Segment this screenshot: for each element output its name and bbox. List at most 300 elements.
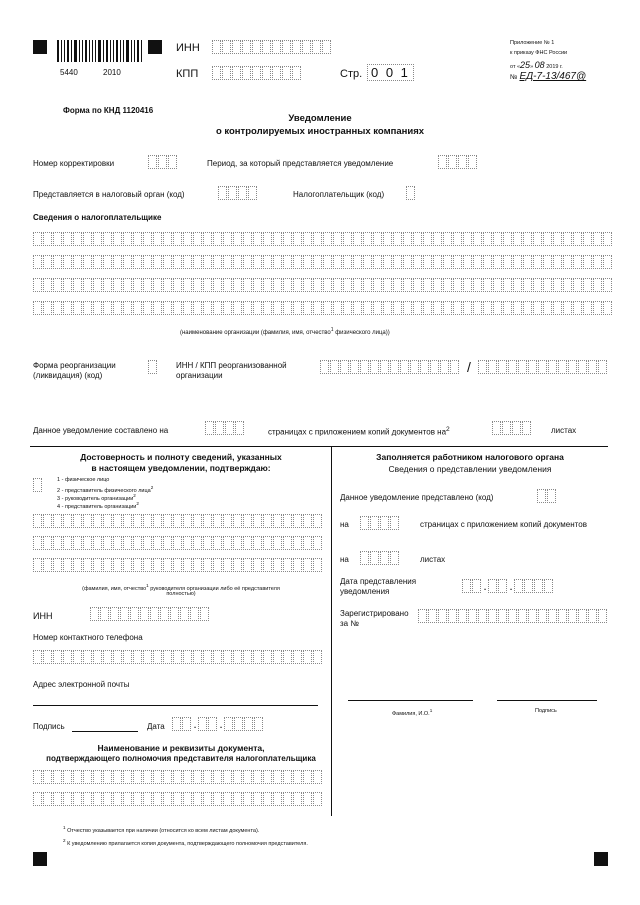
entry-cell[interactable] xyxy=(183,536,192,550)
entry-cell[interactable] xyxy=(403,301,412,315)
entry-cell[interactable] xyxy=(303,792,312,806)
entry-cell[interactable] xyxy=(83,255,92,269)
entry-cell[interactable] xyxy=(168,155,177,169)
entry-cell[interactable] xyxy=(153,792,162,806)
pages-cells[interactable] xyxy=(205,421,245,435)
entry-cell[interactable] xyxy=(350,360,359,374)
entry-cell[interactable] xyxy=(503,278,512,292)
entry-cell[interactable] xyxy=(123,255,132,269)
entry-cell[interactable] xyxy=(143,770,152,784)
entry-cell[interactable] xyxy=(433,278,442,292)
entry-cell[interactable] xyxy=(303,301,312,315)
entry-cell[interactable] xyxy=(203,301,212,315)
entry-cell[interactable] xyxy=(543,278,552,292)
entry-cell[interactable] xyxy=(423,232,432,246)
entry-cell[interactable] xyxy=(213,792,222,806)
entry-cell[interactable] xyxy=(413,301,422,315)
entry-cell[interactable] xyxy=(173,792,182,806)
entry-cell[interactable] xyxy=(313,536,322,550)
entry-cell[interactable] xyxy=(63,558,72,572)
entry-cell[interactable] xyxy=(303,536,312,550)
entry-cell[interactable] xyxy=(243,255,252,269)
entry-cell[interactable] xyxy=(233,514,242,528)
entry-cell[interactable] xyxy=(43,770,52,784)
entry-cell[interactable] xyxy=(253,792,262,806)
entry-cell[interactable] xyxy=(183,792,192,806)
entry-cell[interactable] xyxy=(283,792,292,806)
entry-cell[interactable] xyxy=(223,536,232,550)
entry-cell[interactable] xyxy=(393,301,402,315)
entry-cell[interactable] xyxy=(93,558,102,572)
entry-cell[interactable] xyxy=(283,255,292,269)
org-name-row-3[interactable] xyxy=(33,278,613,292)
entry-cell[interactable] xyxy=(313,232,322,246)
entry-cell[interactable] xyxy=(83,278,92,292)
entry-cell[interactable] xyxy=(120,607,129,621)
entry-cell[interactable] xyxy=(303,650,312,664)
entry-cell[interactable] xyxy=(222,66,231,80)
right-signature-line[interactable] xyxy=(497,700,597,701)
entry-cell[interactable] xyxy=(553,255,562,269)
entry-cell[interactable] xyxy=(143,255,152,269)
entry-cell[interactable] xyxy=(180,607,189,621)
entry-cell[interactable] xyxy=(272,66,281,80)
entry-cell[interactable] xyxy=(603,278,612,292)
entry-cell[interactable] xyxy=(313,301,322,315)
entry-cell[interactable] xyxy=(193,558,202,572)
signer-name-row-3[interactable] xyxy=(33,558,323,572)
entry-cell[interactable] xyxy=(73,650,82,664)
entry-cell[interactable] xyxy=(383,232,392,246)
entry-cell[interactable] xyxy=(243,650,252,664)
entry-cell[interactable] xyxy=(225,421,234,435)
entry-cell[interactable] xyxy=(553,232,562,246)
entry-cell[interactable] xyxy=(93,770,102,784)
entry-cell[interactable] xyxy=(578,609,587,623)
entry-cell[interactable] xyxy=(228,186,237,200)
entry-cell[interactable] xyxy=(253,301,262,315)
entry-cell[interactable] xyxy=(390,551,399,565)
entry-cell[interactable] xyxy=(513,232,522,246)
entry-cell[interactable] xyxy=(183,278,192,292)
entry-cell[interactable] xyxy=(73,301,82,315)
entry-cell[interactable] xyxy=(423,278,432,292)
entry-cell[interactable] xyxy=(313,650,322,664)
entry-cell[interactable] xyxy=(423,255,432,269)
entry-cell[interactable] xyxy=(103,558,112,572)
email-line[interactable] xyxy=(33,705,318,706)
entry-cell[interactable] xyxy=(43,650,52,664)
entry-cell[interactable] xyxy=(83,301,92,315)
entry-cell[interactable] xyxy=(483,301,492,315)
entry-cell[interactable] xyxy=(406,186,415,200)
entry-cell[interactable] xyxy=(243,232,252,246)
entry-cell[interactable] xyxy=(263,792,272,806)
entry-cell[interactable] xyxy=(573,255,582,269)
entry-cell[interactable] xyxy=(333,301,342,315)
entry-cell[interactable] xyxy=(390,516,399,530)
reorg-cells[interactable] xyxy=(148,360,158,374)
entry-cell[interactable] xyxy=(203,255,212,269)
entry-cell[interactable] xyxy=(143,650,152,664)
entry-cell[interactable] xyxy=(292,40,301,54)
entry-cell[interactable] xyxy=(313,558,322,572)
entry-cell[interactable] xyxy=(583,301,592,315)
entry-cell[interactable] xyxy=(293,301,302,315)
entry-cell[interactable] xyxy=(588,609,597,623)
entry-cell[interactable] xyxy=(233,792,242,806)
entry-cell[interactable] xyxy=(423,301,432,315)
entry-cell[interactable] xyxy=(523,301,532,315)
entry-cell[interactable] xyxy=(483,255,492,269)
entry-cell[interactable] xyxy=(183,301,192,315)
entry-cell[interactable] xyxy=(303,514,312,528)
entry-cell[interactable] xyxy=(33,558,42,572)
entry-cell[interactable] xyxy=(493,255,502,269)
entry-cell[interactable] xyxy=(215,421,224,435)
entry-cell[interactable] xyxy=(508,609,517,623)
entry-cell[interactable] xyxy=(548,360,557,374)
entry-cell[interactable] xyxy=(233,770,242,784)
entry-cell[interactable] xyxy=(598,360,607,374)
entry-cell[interactable] xyxy=(343,301,352,315)
entry-cell[interactable] xyxy=(373,278,382,292)
entry-cell[interactable] xyxy=(93,514,102,528)
entry-cell[interactable] xyxy=(563,278,572,292)
entry-cell[interactable] xyxy=(163,255,172,269)
entry-cell[interactable] xyxy=(253,278,262,292)
entry-cell[interactable] xyxy=(273,536,282,550)
entry-cell[interactable] xyxy=(370,360,379,374)
entry-cell[interactable] xyxy=(133,650,142,664)
signer-inn-cells[interactable] xyxy=(90,607,210,621)
entry-cell[interactable] xyxy=(498,360,507,374)
entry-cell[interactable] xyxy=(373,255,382,269)
entry-cell[interactable] xyxy=(53,255,62,269)
entry-cell[interactable] xyxy=(537,489,546,503)
entry-cell[interactable] xyxy=(533,278,542,292)
entry-cell[interactable] xyxy=(193,255,202,269)
entry-cell[interactable] xyxy=(63,301,72,315)
entry-cell[interactable] xyxy=(453,232,462,246)
entry-cell[interactable] xyxy=(123,558,132,572)
entry-cell[interactable] xyxy=(518,360,527,374)
entry-cell[interactable] xyxy=(143,232,152,246)
entry-cell[interactable] xyxy=(193,278,202,292)
entry-cell[interactable] xyxy=(283,558,292,572)
entry-cell[interactable] xyxy=(353,301,362,315)
entry-cell[interactable] xyxy=(393,232,402,246)
entry-cell[interactable] xyxy=(583,255,592,269)
entry-cell[interactable] xyxy=(153,255,162,269)
entry-cell[interactable] xyxy=(273,301,282,315)
entry-cell[interactable] xyxy=(223,301,232,315)
entry-cell[interactable] xyxy=(43,514,52,528)
entry-cell[interactable] xyxy=(410,360,419,374)
entry-cell[interactable] xyxy=(303,770,312,784)
entry-cell[interactable] xyxy=(238,186,247,200)
sign-date-cells[interactable]: . . xyxy=(172,717,264,731)
entry-cell[interactable] xyxy=(173,558,182,572)
entry-cell[interactable] xyxy=(143,514,152,528)
entry-cell[interactable] xyxy=(113,650,122,664)
entry-cell[interactable] xyxy=(312,40,321,54)
entry-cell[interactable] xyxy=(323,301,332,315)
entry-cell[interactable] xyxy=(503,232,512,246)
entry-cell[interactable] xyxy=(232,40,241,54)
entry-cell[interactable] xyxy=(330,360,339,374)
entry-cell[interactable] xyxy=(563,301,572,315)
entry-cell[interactable] xyxy=(53,301,62,315)
entry-cell[interactable] xyxy=(203,792,212,806)
entry-cell[interactable] xyxy=(320,360,329,374)
entry-cell[interactable] xyxy=(313,255,322,269)
entry-cell[interactable] xyxy=(478,360,487,374)
entry-cell[interactable] xyxy=(488,609,497,623)
entry-cell[interactable] xyxy=(523,232,532,246)
entry-cell[interactable] xyxy=(173,650,182,664)
entry-cell[interactable] xyxy=(43,232,52,246)
entry-cell[interactable] xyxy=(603,232,612,246)
entry-cell[interactable] xyxy=(390,360,399,374)
entry-cell[interactable] xyxy=(413,232,422,246)
entry-cell[interactable] xyxy=(443,232,452,246)
entry-cell[interactable] xyxy=(73,255,82,269)
entry-cell[interactable] xyxy=(53,558,62,572)
entry-cell[interactable] xyxy=(463,301,472,315)
entry-cell[interactable] xyxy=(103,255,112,269)
entry-cell[interactable] xyxy=(292,66,301,80)
entry-cell[interactable] xyxy=(123,650,132,664)
presented-cells[interactable] xyxy=(537,489,557,503)
entry-cell[interactable] xyxy=(343,232,352,246)
entry-cell[interactable] xyxy=(263,650,272,664)
entry-cell[interactable] xyxy=(603,255,612,269)
entry-cell[interactable] xyxy=(160,607,169,621)
entry-cell[interactable] xyxy=(33,770,42,784)
entry-cell[interactable] xyxy=(443,278,452,292)
entry-cell[interactable] xyxy=(303,232,312,246)
entry-cell[interactable] xyxy=(213,558,222,572)
entry-cell[interactable] xyxy=(133,278,142,292)
entry-cell[interactable] xyxy=(193,650,202,664)
entry-cell[interactable] xyxy=(360,360,369,374)
entry-cell[interactable] xyxy=(63,255,72,269)
entry-cell[interactable] xyxy=(262,66,271,80)
entry-cell[interactable] xyxy=(83,650,92,664)
entry-cell[interactable] xyxy=(73,770,82,784)
entry-cell[interactable] xyxy=(73,514,82,528)
entry-cell[interactable] xyxy=(418,609,427,623)
entry-cell[interactable] xyxy=(163,770,172,784)
entry-cell[interactable] xyxy=(593,278,602,292)
entry-cell[interactable] xyxy=(438,609,447,623)
entry-cell[interactable] xyxy=(63,232,72,246)
entry-cell[interactable] xyxy=(503,301,512,315)
entry-cell[interactable] xyxy=(223,514,232,528)
entry-cell[interactable] xyxy=(203,536,212,550)
entry-cell[interactable] xyxy=(193,792,202,806)
entry-cell[interactable] xyxy=(173,770,182,784)
entry-cell[interactable] xyxy=(193,301,202,315)
entry-cell[interactable] xyxy=(73,278,82,292)
entry-cell[interactable] xyxy=(232,66,241,80)
entry-cell[interactable] xyxy=(282,40,291,54)
entry-cell[interactable] xyxy=(400,360,409,374)
entry-cell[interactable] xyxy=(493,301,502,315)
entry-cell[interactable] xyxy=(498,609,507,623)
entry-cell[interactable] xyxy=(233,301,242,315)
entry-cell[interactable] xyxy=(293,536,302,550)
entry-cell[interactable] xyxy=(483,232,492,246)
entry-cell[interactable] xyxy=(163,536,172,550)
entry-cell[interactable] xyxy=(33,255,42,269)
entry-cell[interactable] xyxy=(448,155,457,169)
entry-cell[interactable] xyxy=(370,551,379,565)
entry-cell[interactable] xyxy=(363,278,372,292)
entry-cell[interactable] xyxy=(433,232,442,246)
entry-cell[interactable] xyxy=(113,514,122,528)
entry-cell[interactable] xyxy=(558,360,567,374)
entry-cell[interactable] xyxy=(433,301,442,315)
entry-cell[interactable] xyxy=(103,232,112,246)
entry-cell[interactable] xyxy=(163,514,172,528)
signer-name-row-1[interactable] xyxy=(33,514,323,528)
entry-cell[interactable] xyxy=(153,536,162,550)
entry-cell[interactable] xyxy=(263,514,272,528)
entry-cell[interactable] xyxy=(383,301,392,315)
entry-cell[interactable] xyxy=(53,792,62,806)
entry-cell[interactable] xyxy=(143,536,152,550)
entry-cell[interactable] xyxy=(253,650,262,664)
entry-cell[interactable] xyxy=(53,278,62,292)
entry-cell[interactable] xyxy=(113,792,122,806)
entry-cell[interactable] xyxy=(143,558,152,572)
entry-cell[interactable] xyxy=(103,650,112,664)
entry-cell[interactable] xyxy=(263,536,272,550)
entry-cell[interactable] xyxy=(63,536,72,550)
entry-cell[interactable] xyxy=(273,232,282,246)
entry-cell[interactable] xyxy=(360,551,369,565)
kpp-cells[interactable] xyxy=(212,66,302,80)
entry-cell[interactable] xyxy=(453,278,462,292)
entry-cell[interactable] xyxy=(513,301,522,315)
entry-cell[interactable] xyxy=(103,514,112,528)
entry-cell[interactable] xyxy=(123,514,132,528)
entry-cell[interactable] xyxy=(173,536,182,550)
entry-cell[interactable] xyxy=(183,650,192,664)
entry-cell[interactable] xyxy=(523,278,532,292)
entry-cell[interactable] xyxy=(53,232,62,246)
entry-cell[interactable] xyxy=(83,514,92,528)
entry-cell[interactable] xyxy=(273,558,282,572)
entry-cell[interactable] xyxy=(242,66,251,80)
entry-cell[interactable] xyxy=(538,609,547,623)
entry-cell[interactable] xyxy=(302,40,311,54)
entry-cell[interactable] xyxy=(463,278,472,292)
entry-cell[interactable] xyxy=(533,301,542,315)
entry-cell[interactable] xyxy=(213,770,222,784)
entry-cell[interactable] xyxy=(113,301,122,315)
entry-cell[interactable] xyxy=(153,301,162,315)
entry-cell[interactable] xyxy=(293,792,302,806)
entry-cell[interactable] xyxy=(163,232,172,246)
entry-cell[interactable] xyxy=(253,255,262,269)
entry-cell[interactable] xyxy=(93,792,102,806)
entry-cell[interactable] xyxy=(253,232,262,246)
entry-cell[interactable] xyxy=(73,536,82,550)
entry-cell[interactable] xyxy=(303,278,312,292)
entry-cell[interactable] xyxy=(253,770,262,784)
entry-cell[interactable] xyxy=(43,278,52,292)
phone-cells[interactable] xyxy=(33,650,323,664)
entry-cell[interactable] xyxy=(83,536,92,550)
entry-cell[interactable] xyxy=(213,255,222,269)
entry-cell[interactable] xyxy=(53,770,62,784)
entry-cell[interactable] xyxy=(568,609,577,623)
entry-cell[interactable] xyxy=(283,650,292,664)
entry-cell[interactable] xyxy=(528,360,537,374)
entry-cell[interactable] xyxy=(343,278,352,292)
entry-cell[interactable] xyxy=(373,232,382,246)
entry-cell[interactable] xyxy=(170,607,179,621)
right-sheets-cells[interactable] xyxy=(360,551,400,565)
entry-cell[interactable] xyxy=(43,558,52,572)
entry-cell[interactable] xyxy=(153,770,162,784)
entry-cell[interactable] xyxy=(233,536,242,550)
entry-cell[interactable] xyxy=(383,278,392,292)
entry-cell[interactable] xyxy=(533,232,542,246)
entry-cell[interactable] xyxy=(563,255,572,269)
entry-cell[interactable] xyxy=(113,278,122,292)
entry-cell[interactable] xyxy=(523,255,532,269)
entry-cell[interactable] xyxy=(93,232,102,246)
entry-cell[interactable] xyxy=(235,421,244,435)
entry-cell[interactable] xyxy=(403,278,412,292)
entry-cell[interactable] xyxy=(183,232,192,246)
entry-cell[interactable] xyxy=(428,609,437,623)
entry-cell[interactable] xyxy=(553,278,562,292)
entry-cell[interactable] xyxy=(43,301,52,315)
entry-cell[interactable] xyxy=(163,301,172,315)
entry-cell[interactable] xyxy=(603,301,612,315)
entry-cell[interactable] xyxy=(63,650,72,664)
entry-cell[interactable] xyxy=(263,558,272,572)
entry-cell[interactable] xyxy=(360,516,369,530)
entry-cell[interactable] xyxy=(193,232,202,246)
entry-cell[interactable] xyxy=(543,301,552,315)
entry-cell[interactable] xyxy=(513,255,522,269)
entry-cell[interactable] xyxy=(393,278,402,292)
entry-cell[interactable] xyxy=(502,421,511,435)
entry-cell[interactable] xyxy=(598,609,607,623)
entry-cell[interactable] xyxy=(133,792,142,806)
entry-cell[interactable] xyxy=(110,607,119,621)
entry-cell[interactable] xyxy=(218,186,227,200)
entry-cell[interactable] xyxy=(403,232,412,246)
entry-cell[interactable] xyxy=(148,360,157,374)
entry-cell[interactable] xyxy=(333,232,342,246)
entry-cell[interactable] xyxy=(420,360,429,374)
entry-cell[interactable] xyxy=(293,278,302,292)
entry-cell[interactable] xyxy=(543,232,552,246)
entry-cell[interactable] xyxy=(233,278,242,292)
entry-cell[interactable] xyxy=(353,232,362,246)
reorg-inn-cells[interactable] xyxy=(320,360,460,374)
entry-cell[interactable] xyxy=(468,155,477,169)
entry-cell[interactable] xyxy=(522,421,531,435)
entry-cell[interactable] xyxy=(508,360,517,374)
